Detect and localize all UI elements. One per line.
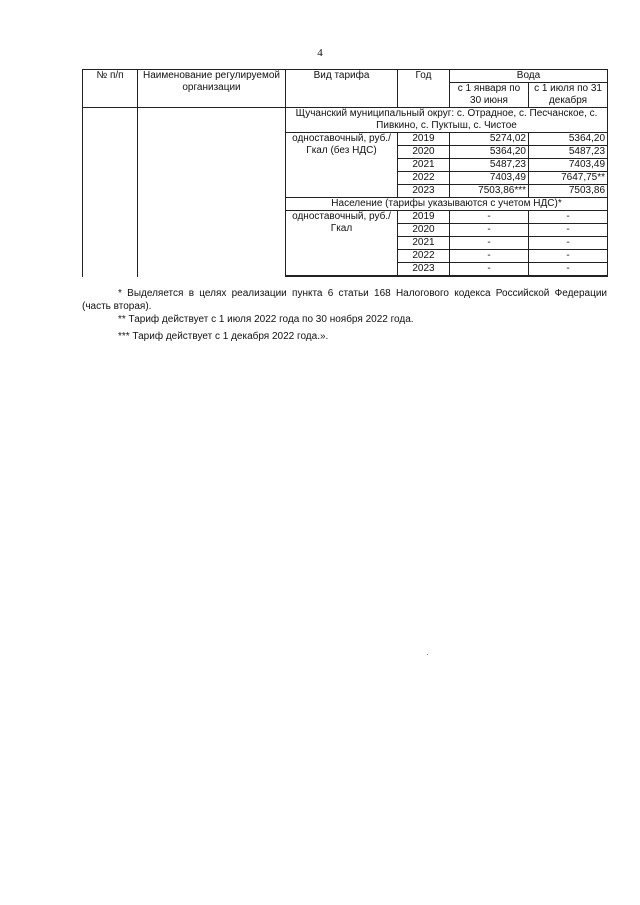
footnotes (82, 287, 607, 343)
section1-title-row (83, 108, 608, 133)
header-org: Наименование регулируемой организации (138, 70, 286, 108)
value-cell: - (450, 224, 529, 237)
section2-title: Население (тарифы указываются с учетом НДС)* (286, 198, 608, 211)
header-year: Год (398, 70, 450, 108)
value-cell: - (450, 211, 529, 224)
footnote-2: ** Тариф действует с 1 июля 2022 года по 30 ноября 2022 года. (118, 314, 414, 325)
header-period2: с 1 июля по 31 декабря (529, 83, 608, 108)
header-row (83, 70, 608, 83)
year-cell: 2023 (398, 263, 450, 276)
value-cell: 5274,02 (450, 133, 529, 146)
year-cell: 2021 (398, 237, 450, 250)
header-tariff-type: Вид тарифа (286, 70, 398, 108)
page-number: 4 (317, 47, 323, 59)
year-cell: 2021 (398, 159, 450, 172)
value-cell: - (450, 263, 529, 276)
value-cell: - (529, 237, 608, 250)
table-bottom-border (286, 276, 608, 277)
year-cell: 2023 (398, 185, 450, 198)
value-cell: - (529, 211, 608, 224)
value-cell: - (529, 224, 608, 237)
value-cell: 7647,75** (529, 172, 608, 185)
year-cell: 2019 (398, 133, 450, 146)
value-cell: - (529, 250, 608, 263)
org-cell (138, 108, 286, 277)
value-cell: 7403,49 (450, 172, 529, 185)
value-cell: - (450, 237, 529, 250)
year-cell: 2020 (398, 224, 450, 237)
year-cell: 2020 (398, 146, 450, 159)
tariff-table (82, 69, 608, 277)
value-cell: 5487,23 (450, 159, 529, 172)
footnote-1: * Выделяется в целях реализации пункта 6 статьи 168 Налогового кодекса Российской Федерации (часть вторая). (82, 288, 607, 312)
scan-speck (427, 654, 428, 655)
value-cell: 7503,86*** (450, 185, 529, 198)
header-period1: с 1 января по 30 июня (450, 83, 529, 108)
section2-tariff-type: одноставочный, руб./Гкал (286, 211, 398, 276)
value-cell: 5364,20 (529, 133, 608, 146)
value-cell: - (450, 250, 529, 263)
year-cell: 2019 (398, 211, 450, 224)
value-cell: 7403,49 (529, 159, 608, 172)
num-cell (83, 108, 138, 277)
year-cell: 2022 (398, 172, 450, 185)
value-cell: 5487,23 (529, 146, 608, 159)
section1-title: Щучанский муниципальный округ: с. Отрадное, с. Песчанское, с. Пивкино, с. Пуктыш, с. Чистое (286, 108, 608, 133)
section1-tariff-type: одноставочный, руб./Гкал (без НДС) (286, 133, 398, 198)
header-num: № п/п (83, 70, 138, 108)
year-cell: 2022 (398, 250, 450, 263)
footnote-3: *** Тариф действует с 1 декабря 2022 года.». (118, 331, 329, 342)
value-cell: 5364,20 (450, 146, 529, 159)
header-water: Вода (450, 70, 608, 83)
value-cell: 7503,86 (529, 185, 608, 198)
value-cell: - (529, 263, 608, 276)
